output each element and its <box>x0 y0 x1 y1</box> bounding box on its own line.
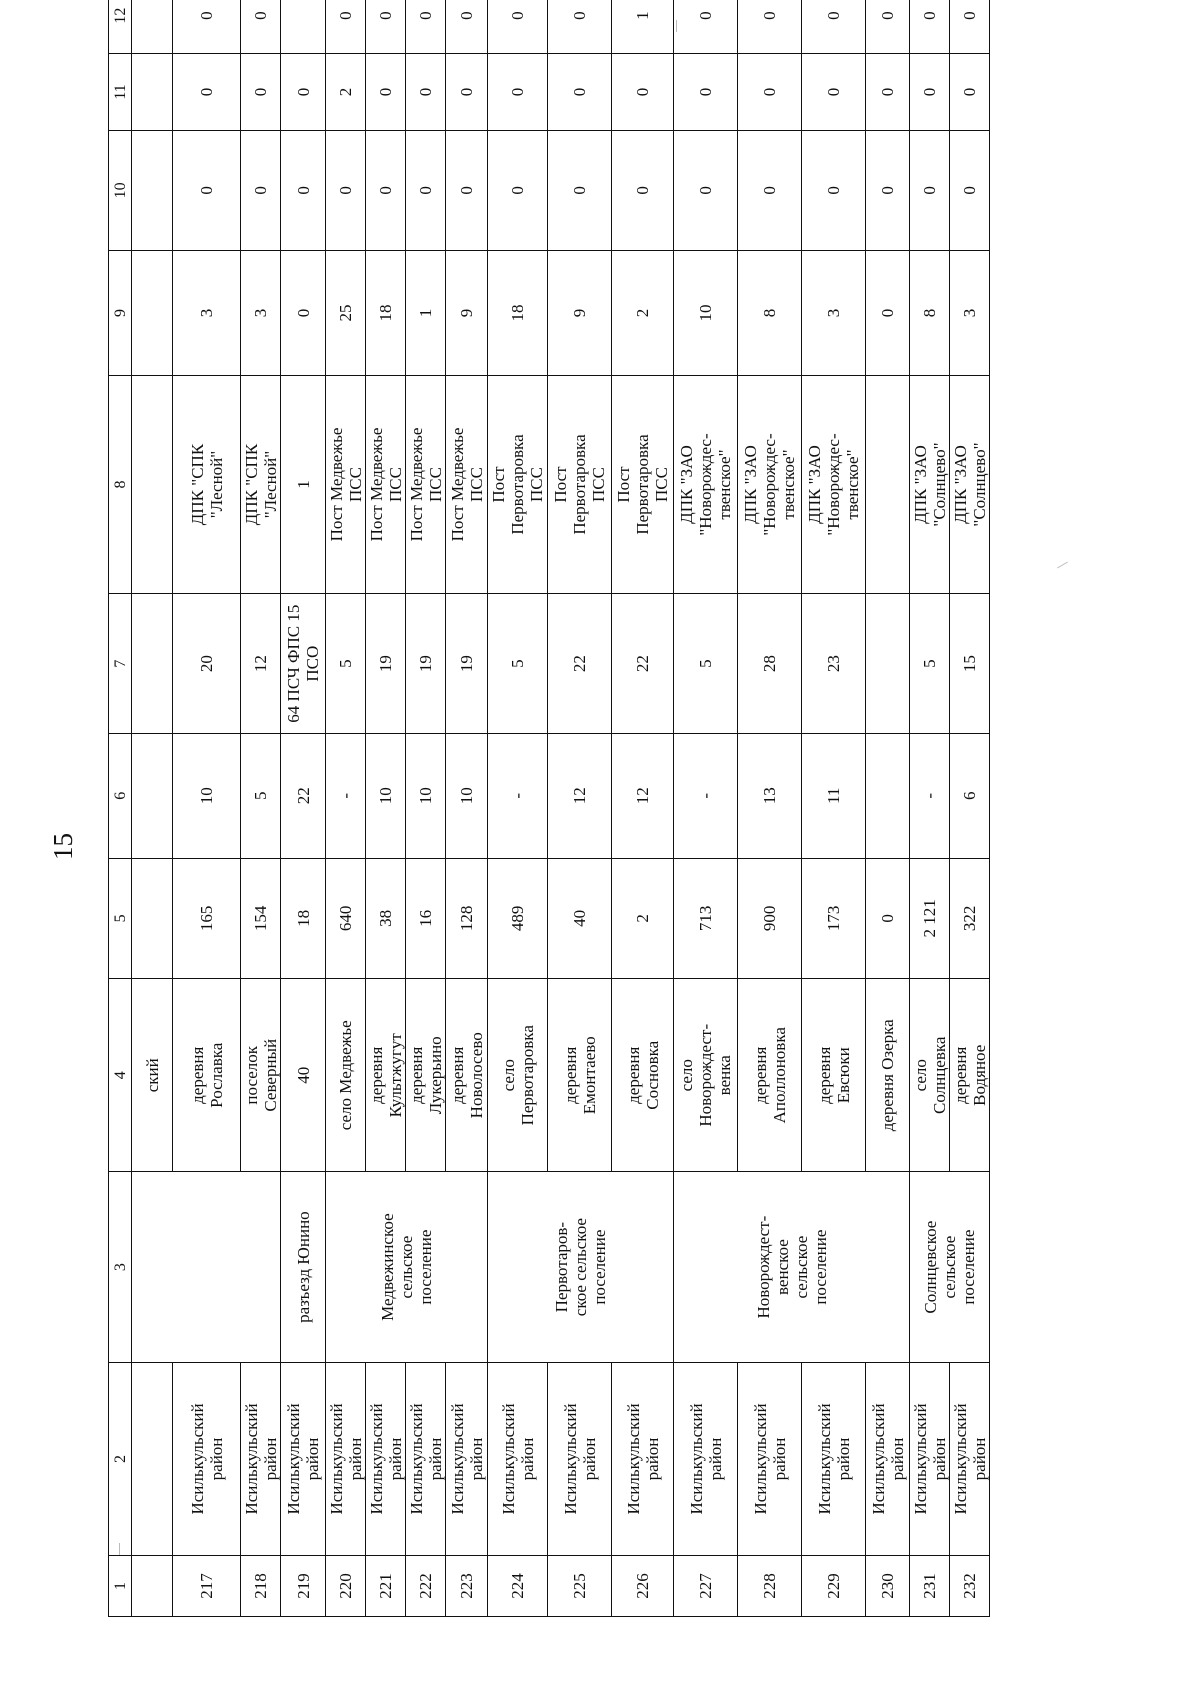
cell-c1: 230 <box>866 1556 910 1617</box>
cell-c10: 0 <box>281 251 326 376</box>
cell-c7: 19 <box>406 594 446 734</box>
cell-c10: 0 <box>488 130 548 251</box>
col-header-8: 8 <box>109 375 132 594</box>
col-header-5: 5 <box>109 858 132 979</box>
cell-c1: 221 <box>366 1556 406 1617</box>
cell <box>132 594 173 734</box>
table-row <box>802 0 866 1617</box>
cell-c9: 2 <box>612 251 674 376</box>
cell-c9: 8 <box>738 251 802 376</box>
cell-c11: 0 <box>612 54 674 130</box>
cell-c10: 0 <box>548 130 612 251</box>
cell-c11: 0 <box>366 54 406 130</box>
cell-c7: 22 <box>548 594 612 734</box>
cell-c9: 1 <box>281 375 326 594</box>
table-row <box>548 0 612 1617</box>
cell-c7: 23 <box>802 594 866 734</box>
cell-c7: 5 <box>910 594 950 734</box>
cell <box>132 251 173 376</box>
cell-settlement-group: Первотаров- ское сельское поселение <box>488 1172 674 1363</box>
cell-c4: село Новорождест- венка <box>674 979 738 1172</box>
cell-settlement-group: Медвежинское сельское поселение <box>326 1172 488 1363</box>
cell-c2: Исилькульский район <box>281 1362 326 1555</box>
cell-c4: деревня Культжугут <box>366 979 406 1172</box>
cell-c1: 228 <box>738 1556 802 1617</box>
cell-c7: 15 <box>950 594 990 734</box>
cell-c6: 6 <box>950 734 990 859</box>
cell <box>132 858 173 979</box>
cell-c1: 226 <box>612 1556 674 1617</box>
cell-c11: 0 <box>910 54 950 130</box>
cell-c10: 0 <box>866 130 910 251</box>
col-header-2: 2 <box>109 1362 132 1555</box>
cell-c8: ДПК "ЗАО "Солнцево" <box>910 375 950 594</box>
cell-c5: 322 <box>950 858 990 979</box>
cell-c2: Исилькульский район <box>488 1362 548 1555</box>
table-row <box>241 0 281 1617</box>
table-row <box>674 0 738 1617</box>
cell-c11: 0 <box>241 54 281 130</box>
cell-c1: 227 <box>674 1556 738 1617</box>
cell-c9: 1 <box>406 251 446 376</box>
cell-c9: 25 <box>326 251 366 376</box>
cell-c8: ДПК "СПК "Лесной" <box>241 375 281 594</box>
col-header-9: 9 <box>109 251 132 376</box>
cell-c11: 0 <box>866 54 910 130</box>
table-row <box>281 0 326 1617</box>
cell-c11: 0 <box>738 54 802 130</box>
cell-c4: поселок Северный <box>241 979 281 1172</box>
cell-c6: - <box>488 734 548 859</box>
cell-c8: ДПК "ЗАО "Солнцево" <box>950 375 990 594</box>
cell-c6: 13 <box>738 734 802 859</box>
cell-c11: 0 <box>173 54 241 130</box>
cell <box>132 1172 281 1363</box>
scan-mark <box>119 1543 120 1555</box>
scan-mark <box>676 20 677 32</box>
table-row <box>406 0 446 1617</box>
cell-c10: 0 <box>326 130 366 251</box>
cell-c11: 2 <box>326 54 366 130</box>
col-header-1: 1 <box>109 1556 132 1617</box>
cell-c8: ДПК "ЗАО "Новорождес- твенское" <box>802 375 866 594</box>
cell-c2: Исилькульский район <box>612 1362 674 1555</box>
header-row <box>109 0 132 1617</box>
cell-c1: 218 <box>241 1556 281 1617</box>
cell-c10: 0 <box>173 130 241 251</box>
cell-c11: 0 <box>674 54 738 130</box>
col-header-11: 11 <box>109 54 132 130</box>
cell-c12: 0 <box>674 0 738 54</box>
cell-c8: Пост Медвежье ПСС <box>406 375 446 594</box>
table-row <box>488 0 548 1617</box>
cell-c9: 8 <box>910 251 950 376</box>
cell-c10: 0 <box>406 130 446 251</box>
col-header-7: 7 <box>109 594 132 734</box>
cell-c2: Исилькульский район <box>366 1362 406 1555</box>
cell-c6: 10 <box>366 734 406 859</box>
cell-c8: ДПК "ЗАО "Новорождес- твенское" <box>674 375 738 594</box>
cell-c8: Пост Медвежье ПСС <box>446 375 488 594</box>
cell-c12: 0 <box>548 0 612 54</box>
cell-c2: Исилькульский район <box>674 1362 738 1555</box>
cell-c11: 0 <box>548 54 612 130</box>
cell-settlement-group: Солнцевское сельское поселение <box>910 1172 990 1363</box>
cell-c12: 0 <box>738 0 802 54</box>
table-row <box>910 0 950 1617</box>
cell-c4: село Солнцевка <box>910 979 950 1172</box>
cell-c2: Исилькульский район <box>326 1362 366 1555</box>
cell-c10: 0 <box>241 130 281 251</box>
cell-c10: 0 <box>802 130 866 251</box>
table-row <box>866 0 910 1617</box>
cell-c9: 18 <box>488 251 548 376</box>
cell-c6: 11 <box>802 734 866 859</box>
cell-c8: Пост Медвежье ПСС <box>326 375 366 594</box>
rotated-table-container <box>108 0 1088 1617</box>
cell-c7: 19 <box>446 594 488 734</box>
cell-c4: деревня Сосновка <box>612 979 674 1172</box>
cell-c5: 489 <box>488 858 548 979</box>
cell <box>132 734 173 859</box>
cell-c5: 2 121 <box>910 858 950 979</box>
cell-c9: 0 <box>866 251 910 376</box>
col-header-6: 6 <box>109 734 132 859</box>
cell-c1: 225 <box>548 1556 612 1617</box>
cell-c6: 10 <box>173 734 241 859</box>
cell-c6: 10 <box>446 734 488 859</box>
cell-c12: 0 <box>173 0 241 54</box>
cell-c2: Исилькульский район <box>910 1362 950 1555</box>
cell-c4: село Медвежье <box>326 979 366 1172</box>
cell-c9: 3 <box>802 251 866 376</box>
cell-c12: 0 <box>446 0 488 54</box>
cell <box>132 130 173 251</box>
cell-c11: 0 <box>406 54 446 130</box>
cell <box>132 1362 173 1555</box>
cell-c6 <box>866 734 910 859</box>
cell-c5: 900 <box>738 858 802 979</box>
cell-c1: 231 <box>910 1556 950 1617</box>
cell-c2: Исилькульский район <box>548 1362 612 1555</box>
cell-c4: село Первотаровка <box>488 979 548 1172</box>
cell-c5: 38 <box>366 858 406 979</box>
cell-c11: 0 <box>802 54 866 130</box>
cell-c12: 0 <box>488 0 548 54</box>
cell-c1: 222 <box>406 1556 446 1617</box>
cell-c2: Исилькульский район <box>738 1362 802 1555</box>
table-row <box>173 0 241 1617</box>
cell-c12: 0 <box>802 0 866 54</box>
cell-c11: 0 <box>281 130 326 251</box>
cell-c4: деревня Аполлоновка <box>738 979 802 1172</box>
cell-c5: 640 <box>326 858 366 979</box>
cell-c12: 0 <box>281 54 326 130</box>
cell-c10: 0 <box>738 130 802 251</box>
cell-c7: 28 <box>738 594 802 734</box>
cell-c5: 713 <box>674 858 738 979</box>
cell-c9: 3 <box>173 251 241 376</box>
cell-c1: 229 <box>802 1556 866 1617</box>
cell-c5: 173 <box>802 858 866 979</box>
cell-c6: 10 <box>406 734 446 859</box>
cell-c7: 22 <box>281 734 326 859</box>
cell-c4: разъезд Юнино <box>281 1172 326 1363</box>
col-header-12: 12 <box>109 0 132 54</box>
table-row <box>612 0 674 1617</box>
cell-c7: 5 <box>674 594 738 734</box>
cell-c9: 9 <box>446 251 488 376</box>
cell-settlement-group: Новорождест- венское сельское поселение <box>674 1172 910 1363</box>
cell-c11: 0 <box>950 54 990 130</box>
cell-c6: 12 <box>548 734 612 859</box>
settlements-table <box>108 0 990 1617</box>
cell-c8: Пост Медвежье ПСС <box>366 375 406 594</box>
cell-c9: 18 <box>366 251 406 376</box>
cell-c8: 64 ПСЧ ФПС 15 ПСО <box>281 594 326 734</box>
cell-c4: деревня Евсюки <box>802 979 866 1172</box>
cell-c1: 232 <box>950 1556 990 1617</box>
table-row <box>950 0 990 1617</box>
table-row <box>326 0 366 1617</box>
cell-c12: 0 <box>910 0 950 54</box>
cell-c6: 12 <box>612 734 674 859</box>
cell-c1: 224 <box>488 1556 548 1617</box>
cell-c7: 5 <box>326 594 366 734</box>
cell-c4: деревня Озерка <box>866 979 910 1172</box>
cell-c2: Исилькульский район <box>173 1362 241 1555</box>
cell-c5: 128 <box>446 858 488 979</box>
cell-c10: 0 <box>674 130 738 251</box>
cell-c12: 0 <box>366 0 406 54</box>
cell-c8: Пост Первотаровка ПСС <box>488 375 548 594</box>
cell-c10: 0 <box>612 130 674 251</box>
cell-c12: 1 <box>612 0 674 54</box>
cell-c2: Исилькульский район <box>866 1362 910 1555</box>
table-row <box>366 0 406 1617</box>
cell-c9: 3 <box>241 251 281 376</box>
continuation-row <box>132 0 173 1617</box>
cell-c5: 165 <box>173 858 241 979</box>
cell-c8: ДПК "СПК "Лесной" <box>173 375 241 594</box>
cell-c7: 22 <box>612 594 674 734</box>
cell-c5: 40 <box>548 858 612 979</box>
cell-c12: 0 <box>326 0 366 54</box>
cell-c1: 223 <box>446 1556 488 1617</box>
cell-c2: Исилькульский район <box>950 1362 990 1555</box>
cell-c10: 0 <box>950 130 990 251</box>
cell-c5: 2 <box>612 858 674 979</box>
cell-c12: 0 <box>866 0 910 54</box>
cell-continuation-text: ский <box>132 979 173 1172</box>
cell <box>132 1556 173 1617</box>
cell-c5: 40 <box>281 979 326 1172</box>
cell-c7: 19 <box>366 594 406 734</box>
cell-c12: 0 <box>406 0 446 54</box>
cell-c12: 0 <box>950 0 990 54</box>
cell-c2: Исилькульский район <box>241 1362 281 1555</box>
cell-c6: 5 <box>241 734 281 859</box>
cell-c6: - <box>910 734 950 859</box>
cell-c6: - <box>326 734 366 859</box>
col-header-3: 3 <box>109 1172 132 1363</box>
cell-c6: - <box>674 734 738 859</box>
table-row <box>738 0 802 1617</box>
cell-c8: ДПК "ЗАО "Новорождес- твенское" <box>738 375 802 594</box>
cell-c10: 0 <box>366 130 406 251</box>
col-header-10: 10 <box>109 130 132 251</box>
col-header-4: 4 <box>109 979 132 1172</box>
cell-c5: 0 <box>866 858 910 979</box>
cell-c4: деревня Новолосево <box>446 979 488 1172</box>
cell-c4: деревня Емонтаево <box>548 979 612 1172</box>
cell <box>132 0 173 54</box>
table-row <box>446 0 488 1617</box>
cell-c4: деревня Водяное <box>950 979 990 1172</box>
cell-c8: Пост Первотаровка ПСС <box>612 375 674 594</box>
cell-c1: 217 <box>173 1556 241 1617</box>
cell-c9: 10 <box>674 251 738 376</box>
cell-c8: Пост Первотаровка ПСС <box>548 375 612 594</box>
cell <box>132 375 173 594</box>
cell-c10: 0 <box>910 130 950 251</box>
cell-c4: деревня Рославка <box>173 979 241 1172</box>
cell-c10: 0 <box>446 130 488 251</box>
cell-c11: 0 <box>488 54 548 130</box>
cell-c7: 5 <box>488 594 548 734</box>
cell-c5: 154 <box>241 858 281 979</box>
cell-c11: 0 <box>446 54 488 130</box>
cell-c1: 219 <box>281 1556 326 1617</box>
cell-c5: 16 <box>406 858 446 979</box>
cell-c4: деревня Лукерьино <box>406 979 446 1172</box>
cell-c7: 12 <box>241 594 281 734</box>
cell-c8 <box>866 375 910 594</box>
page-number: 15 <box>48 833 78 860</box>
cell-c9: 9 <box>548 251 612 376</box>
cell-c1: 220 <box>326 1556 366 1617</box>
cell-c12: 0 <box>241 0 281 54</box>
cell-c7: 20 <box>173 594 241 734</box>
cell-c2: Исилькульский район <box>446 1362 488 1555</box>
cell-c6: 18 <box>281 858 326 979</box>
cell-c2: Исилькульский район <box>802 1362 866 1555</box>
cell-c2: Исилькульский район <box>406 1362 446 1555</box>
cell-c7 <box>866 594 910 734</box>
cell-c9: 3 <box>950 251 990 376</box>
cell <box>132 54 173 130</box>
